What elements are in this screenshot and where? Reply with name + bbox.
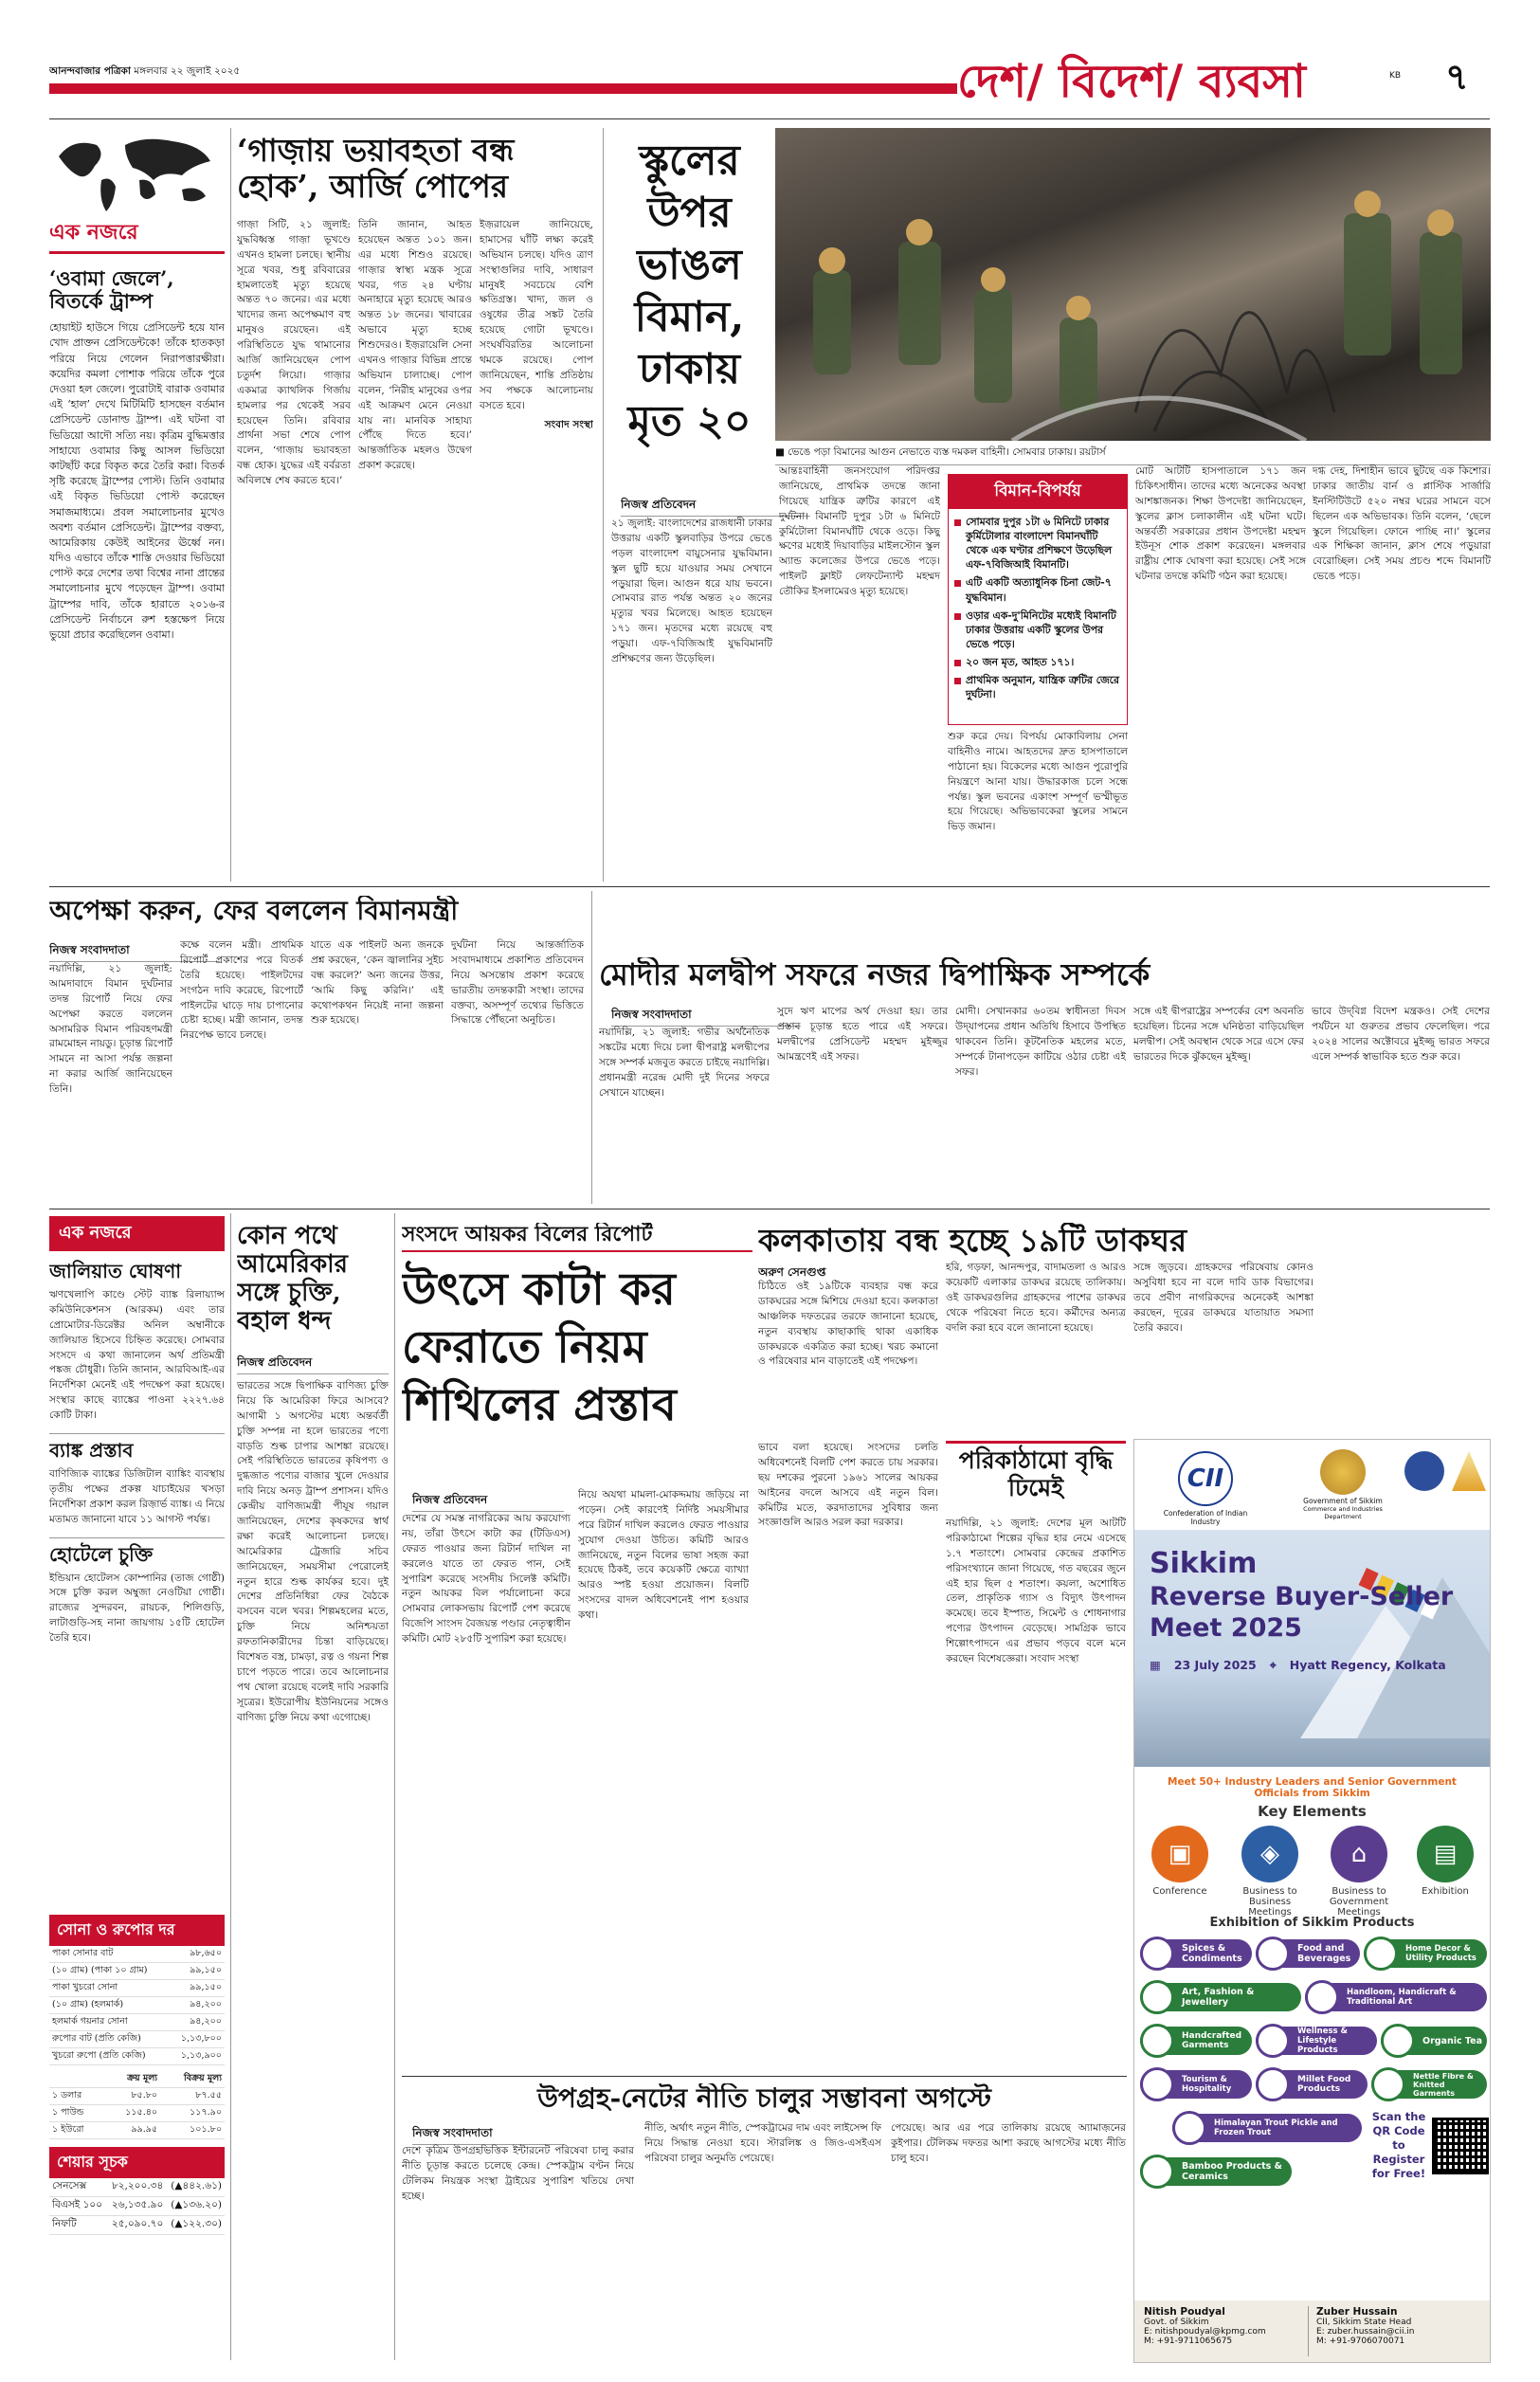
key-b2g: ⌂ Business to Government Meetings (1316, 1826, 1402, 1918)
rate-row: পাকা খুচরো সোনা ৯৯,১৫০ (49, 1980, 225, 1997)
ek-nojore-label: এক নজরে (49, 222, 225, 254)
biman-item: ২০ জন মৃত, আহত ১৭১। (954, 655, 1121, 669)
pope-col2: তিনি জানান, আহত হয়েছেন অন্তত ১০১ জন। এর মধ্যে শিশুও রয়েছে। গাজ়ার স্বাস্থ্য মন্ত্রক সূত্রে খবর, গত ২৪ ঘণ্টায় অনাহারে মৃত্যু হয়েছে আরও অন্তত ১৮ জনের। খাবারের অভাবে মৃত্যু হচ্ছে শিশুদেরও। ইজ়রায়েলি সেনা এখনও গাজ়ার বিভিন্ন প্রান্তে অভিযান চালাচ্ছে। পোপ বলেন, ‘নিরীহ মানুষের ওপর এই আক্রমণ মেনে নেওয়া যায় না। মানবিক সাহায্য পৌঁছে দিতে হবে।’ আন্তর্জাতিক মহলও উদ্বেগ প্রকাশ করেছে। (358, 219, 472, 472)
ad-contacts (1134, 2300, 1490, 2362)
rate-row: (১০ গ্রাম) (পাকা ১০ গ্রাম) ৯৯,১৫০ (49, 1963, 225, 1980)
plane-byline: নিজস্ব প্রতিবেদন (621, 497, 810, 517)
biman-box (948, 474, 1128, 725)
section-small: KB (1389, 71, 1402, 81)
ad-products-title: Exhibition of Sikkim Products (1209, 1916, 1415, 1930)
meeting-icon: ◈ (1241, 1826, 1298, 1882)
product-chip: ▥ Handloom, Handicraft & Traditional Art (1305, 1983, 1487, 2011)
plane-col1: ২১ জুলাই: বাংলাদেশের রাজধানী ঢাকার উত্তরায় একটি স্কুলবাড়ির উপরে ভেঙে পড়ল বাংলাদেশ বায়ুসেনার যুদ্ধবিমান। স্কুল ছুটি হয়ে যাওয়ার সময় সেখানে পড়ুয়ারা ছিল। আগুন ধরে যায় ভবনে। সোমবার রাত পর্যন্ত অন্তত ২০ জনের মৃত্যুর খবর মিলেছে। আহত হয়েছেন ১৭১ জন। মৃতদের মধ্যে রয়েছে বহু পড়ুয়া। এফ-৭বিজিআই যুদ্ধবিমানটি প্রশিক্ষণের জন্য উড়েছিল। (611, 518, 772, 665)
pope-col3: ইজ়রায়েল জানিয়েছে, হামাসের ঘাঁটি লক্ষ্য করেই অভিযান চলছে। যদিও ত্রাণ সংস্থাগুলির দাবি, সাধারণ মানুষই সবচেয়ে বেশি ক্ষতিগ্রস্ত। খাদ্য, জল ও ওষুধের তীব্র সঙ্কট তৈরি হয়েছে গোটা ভূখণ্ডে। সংঘর্ষবিরতির আলোচনা থমকে রয়েছে। পোপ জানিয়েছেন, শান্তি প্রতিষ্ঠায় সব পক্ষকে আলোচনায় বসতে হবে। সংবাদ সংস্থা (480, 218, 593, 882)
garment-icon: ◮ (1140, 2024, 1174, 2058)
jewellery-icon: ◆ (1140, 1980, 1174, 2014)
product-chip: ▯ Bamboo Products & Ceramics (1140, 2157, 1292, 2186)
share-row: নিফটি ২৫,০৯০.৭০ (▲১২২.৩০) (49, 2216, 225, 2235)
tax-byline: নিজস্ব প্রতিবেদন (412, 1492, 564, 1512)
trout-icon: ◭ (1172, 2111, 1206, 2145)
calendar-icon: ▦ (1150, 1658, 1161, 1673)
bamboo-icon: ▯ (1140, 2155, 1174, 2189)
tea-icon: ☕ (1381, 2024, 1415, 2058)
rates-title: সোনা ও রুপোর দর (49, 1915, 225, 1946)
food-icon: ♨ (1256, 1937, 1290, 1971)
millet-icon: ❦ (1256, 2067, 1290, 2101)
contact-1: Nitish Poudyal Govt. of Sikkim E: nitishpoudyal@kpmg.com M: +91-9711065675 (1144, 2306, 1309, 2356)
ek-nojore-block (49, 128, 225, 882)
product-chip: ❦ Millet Food Products (1256, 2070, 1368, 2099)
satellite-col3: পেয়েছে। আর এর পরে তালিকায় রয়েছে অ্যামাজ়নের কুইপার। টেলিকম দফতর আশা করছে আগস্টের মধ্যে নীতি চালু হবে। (891, 2122, 1126, 2164)
mountain-icon (1452, 1451, 1486, 1491)
modi-col1: নয়াদিল্লি, ২১ জুলাই: গভীর অর্থনৈতিক সঙ্কটের মধ্যে দিয়ে চলা দ্বীপরাষ্ট্র মলদ্বীপের সঙ্গে সম্পর্ক মজবুত করতে চাইছে নয়াদিল্লি। প্রধানমন্ত্রী নরেন্দ্র মোদী দুই দিনের সফরে সেখানে যাচ্ছেন। (599, 1027, 770, 1099)
brief-3 (49, 1537, 225, 1646)
pope-credit: সংবাদ সংস্থা (544, 418, 593, 430)
satellite-col1: দেশে কৃত্রিম উপগ্রহভিত্তিক ইন্টারনেট পরিষেবা চালু করার নীতি চূড়ান্ত করতে চলেছে কেন্দ্র। স্পেকট্রাম বণ্টন নিয়ে টেলিকম নিয়ন্ত্রক সংস্থা ট্রাইয়ের সুপারিশ খতিয়ে দেখা হচ্ছে। (402, 2145, 634, 2202)
infra-body: নয়াদিল্লি, ২১ জুলাই: দেশের মূল আটটি পরিকাঠামো শিল্পের বৃদ্ধির হার নেমে এসেছে ১.৭ শতাংশে। সোমবার কেন্দ্রের প্রকাশিত পরিসংখ্যানে জানা গিয়েছে, গত বছরের জুনে এই হার ছিল ৫ শতাংশ। কয়লা, অশোধিত তেল, প্রাকৃতিক গ্যাস ও বিদ্যুৎ উৎপাদন কমেছে। তবে ইস্পাত, সিমেন্ট ও শোধনাগার পণ্যের উৎপাদন বেড়েছে। সামগ্রিক ভাবে শিল্পোৎপাদনে এর প্রভাব পড়বে বলে মনে করছেন বিশেষজ্ঞেরা। সংবাদ সংস্থা (946, 1518, 1126, 1665)
ad-date-venue: ▦ 23 July 2025 ⌖ Hyatt Regency, Kolkata (1150, 1658, 1446, 1673)
key-exhibition: ▤ Exhibition (1407, 1826, 1483, 1897)
modi-col3: মোদী। সেখানকার ৬০তম স্বাধীনতা দিবস উদ্‌যাপনের প্রধান অতিথি হিসাবে উপস্থিত থাকবেন তিনি। কূটনৈতিক মহলের মতে, সম্পর্কে টানাপড়েন কাটিয়ে ওঠার চেষ্টা এই সফর। (955, 1006, 1126, 1078)
rate-row: হলমার্ক গয়নার সোনা ৯৪,২০০ (49, 2014, 225, 2031)
currency-table (49, 2071, 225, 2139)
rate-row: (১০ গ্রাম) (হলমার্ক) ৯৪,২০০ (49, 1997, 225, 2014)
product-chip: ♨ Food and Beverages (1256, 1939, 1360, 1968)
rates-table (49, 1946, 225, 2065)
apekkha-col4: দুর্ঘটনা নিয়ে আন্তর্জাতিক সংবাদমাধ্যমে প্রকাশিত প্রতিবেদন নিয়ে অসন্তোষ প্রকাশ করেছে ভারতীয় তদন্তকারী সংস্থা। তাদের বক্তব্য, অসম্পূর্ণ তথ্যের ভিত্তিতে সিদ্ধান্তে পৌঁছনো অনুচিত। (451, 939, 584, 1027)
ad-title-1: Sikkim (1150, 1547, 1258, 1580)
gov-emblem-icon: Government of Sikkim Commerce and Industries Department (1291, 1449, 1395, 1520)
brief-body: ঋণখেলাপি কাণ্ডে স্টেট ব্যাঙ্ক রিলায়্যান্স কমিউনিকেশনস (আরকম) এবং তার প্রোমোটার-ডিরেক্টর অনিল অম্বানীকে জালিয়াত হিসেবে চিহ্নিত করেছে। সোমবার সংসদে এ কথা জানালেন অর্থ প্রতিমন্ত্রী পঙ্কজ চৌধুরী। তিনি জানান, আরবিআই-এর নির্দেশিকা মেনেই এই পদক্ষেপ করা হয়েছে। সংস্থার কাছে ব্যাঙ্কের পাওনা ২২২৭.৬৪ কোটি টাকা। (49, 1289, 225, 1422)
america-headline: কোন পথে আমেরিকার সঙ্গে চুক্তি, বহাল ধন্দ (237, 1223, 348, 1336)
america-byline: নিজস্ব প্রতিবেদন (237, 1355, 389, 1374)
government-icon: ⌂ (1331, 1826, 1387, 1882)
pope-col1: গাজ়া সিটি, ২১ জুলাই: যুদ্ধবিধ্বস্ত গাজ়া ভূখণ্ডে এখনও হামলা চলছে। স্থানীয় সূত্রে খবর, শুধু রবিবারের হামলাতেই মৃত্যু হয়েছে অন্তত ৭০ জনের। এর মধ্যে খাদ্যের জন্য অপেক্ষমাণ বহু মানুষও রয়েছেন। এই পরিস্থিতিতে যুদ্ধ থামানোর আর্জি জানিয়েছেন পোপ চতুর্দশ লিয়ো। গাজ়ার একমাত্র ক্যাথলিক গির্জায় হামলার পর থেকেই সরব হয়েছেন তিনি। রবিবার প্রার্থনা সভা শেষে পোপ বলেন, ‘গাজ়ায় ভয়াবহতা বন্ধ হোক। যুদ্ধের এই বর্বরতা অবিলম্বে শেষ করতে হবে।’ (237, 219, 351, 487)
brief-2 (49, 1433, 225, 1528)
biman-title: বিমান-বিপর্যয় (949, 475, 1127, 509)
rates-box (49, 1915, 225, 2360)
biman-item: ওড়ার এক-দু'মিনিটের মধ্যেই বিমানটি ঢাকার উত্তরায় একটি স্কুলের উপর ভেঙে পড়ে। (954, 609, 1121, 651)
nettle-icon: ✾ (1371, 2067, 1405, 2101)
modi-col5: ভাবে উদ্‌বিগ্ন বিদেশ মন্ত্রকও। সেই দেশের পর্যটনে যা গুরুতর প্রভাব ফেলেছিল। পরে ২০২৪ সালের অক্টোবরে মুইজ্জু ভারত সফরে এলে সম্পর্ক স্বাভাবিক হতে শুরু করে। (1312, 1006, 1490, 1063)
plane-col5: দগ্ধ দেহ, দিশাহীন ভাবে ছুটছে এক কিশোর। ঢাকার জাতীয় বার্ন ও প্লাস্টিক সার্জারি ইনস্টিটিউটে ৫২০ নম্বর ঘরের সামনে বসে ছিলেন এক অভিভাবক। তিনি বলেন, ‘ছেলে স্কুলে গিয়েছিল। ফোনে পাচ্ছি না।’ স্কুলের এক শিক্ষিকা জানান, ক্লাস শেষে পড়ুয়ারা বেরোচ্ছিল। সেই সময় প্রচণ্ড শব্দে বিমানটি ভেঙে পড়ে। (1313, 465, 1491, 583)
wellness-icon: ✿ (1256, 2024, 1290, 2058)
brief-body: বাণিজ্যিক ব্যাঙ্কের ডিজিটাল ব্যাঙ্কিং ব্যবস্থায় তৃতীয় পক্ষের প্রকল্প যাচাইয়ের খসড়া নির্দেশিকা প্রকাশ করল রিজ়ার্ভ ব্যাঙ্ক। এ নিয়ে মতামত জানানো যাবে ১১ আগস্ট পর্যন্ত। (49, 1468, 225, 1525)
contact-2: Zuber Hussain CII, Sikkim State Head E: zuber.hussain@cii.in M: +91-9706070071 (1316, 2306, 1415, 2346)
plane-headline: স্কুলের উপর ভাঙল বিমান, ঢাকায় মৃত ২০ (627, 136, 752, 445)
brief-body: ইন্ডিয়ান হোটেলস কোম্পানির (তাজ গোষ্ঠী) সঙ্গে চুক্তি করল অম্বুজা নেওটিয়া গোষ্ঠী। রাজ্যের সুন্দরবন, রায়চক, শিলিগুড়ি, লাটাগুড়ি-সহ নানা জায়গায় ১৫টি হোটেল তৈরি হবে। (49, 1572, 225, 1645)
tax-headline: উৎসে কাটা কর ফেরাতে নিয়ম শিথিলের প্রস্তাব (402, 1264, 677, 1432)
tourism-icon: ✈ (1140, 2067, 1174, 2101)
biman-item: প্রাথমিক অনুমান, যান্ত্রিক ত্রুটির জেরে দুর্ঘটনা। (954, 673, 1121, 701)
tax-kicker: সংসদে আয়কর বিলের রিপোর্ট (402, 1223, 752, 1252)
spices-icon: ❀ (1140, 1937, 1174, 1971)
exhibition-icon: ▤ (1417, 1826, 1474, 1882)
post-col1: চিঠিতে ওই ১৯টিকে ব্যবহার বন্ধ করে ডাকঘরের সঙ্গে মিশিয়ে দেওয়া হবে। কলকাতা আঞ্চলিক দফতরের তরফে জানানো হয়েছে, নতুন ব্যবস্থায় কাছাকাছি থাকা একাধিক ডাকঘরকে একত্রিত করা হচ্ছে। খরচ কমানো ও পরিষেবার মান বাড়াতেই এই পদক্ষেপ। (758, 1281, 938, 1368)
tax-col1: দেশের যে সমস্ত নাগরিকের আয় করযোগ্য নয়, তাঁরা উৎসে কাটা কর (টিডিএস) ফেরত পাওয়ার জন্য রিটার্ন দাখিল না করলেও যাতে তা ফেরত পান, সেই সুপারিশ করেছে সংসদীয় সিলেক্ট কমিটি। নতুন আয়কর বিল পর্যালোচনা করে সোমবার লোকসভায় রিপোর্ট পেশ করেছে বিজেপি সাংসদ বৈজয়ন্ত পণ্ডার নেতৃত্বাধীন কমিটি। মোট ২৮৫টি সুপারিশ করা হয়েছে। (402, 1513, 571, 1646)
home-decor-icon: ⌂ (1364, 1937, 1398, 1971)
issue-date: মঙ্গলবার ২২ জুলাই ২০২৫ (134, 65, 241, 77)
pope-headline: ‘গাজ়ায় ভয়াবহতা বন্ধ হোক’, আর্জি পোপের (237, 133, 515, 205)
product-chip: ◆ Art, Fashion & Jewellery (1140, 1983, 1301, 2011)
masthead-underline (49, 118, 1490, 119)
masthead-paper-date (49, 64, 428, 81)
product-chip: ☕ Organic Tea (1381, 2027, 1487, 2055)
tax-col2: নিয়ে অযথা মামলা-মোকদ্দমায় জড়িয়ে না পড়েন। সেই কারণেই নির্দিষ্ট সময়সীমার পরে রিটার্ন দাখিল করলেও ফেরত পাওয়ার সুযোগ দেওয়া উচিত। কমিটি আরও জানিয়েছে, নতুন বিলের ভাষা সহজ করা হয়েছে ঠিকই, তবে কয়েকটি ক্ষেত্রে ব্যাখ্যা আরও স্পষ্ট হওয়া প্রয়োজন। বিলটি সংসদের বাদল অধিবেশনেই পাশ হওয়ার কথা। (578, 1489, 749, 1622)
share-title: শেয়ার সূচক (49, 2147, 225, 2178)
section-title: দেশ/ বিদেশ/ ব্যবসা (957, 55, 1306, 108)
modi-byline: নিজস্ব সংবাদদাতা (611, 1007, 801, 1027)
apekkha-col1: নয়াদিল্লি, ২১ জুলাই: আমদাবাদে বিমান দুর্ঘটনার তদন্ত রিপোর্ট নিয়ে ফের অপেক্ষা করতে বললেন অসামরিক বিমান পরিবহণমন্ত্রী রামমোহন নায়ডু। চূড়ান্ত রিপোর্ট সামনে না আসা পর্যন্ত জল্পনা না করার আর্জি জানিয়েছেন তিনি। (49, 963, 172, 1096)
plane-col3: শুরু করে দেয়। বিপর্যয় মোকাবিলায় সেনা বাহিনীও নামে। আহতদের দ্রুত হাসপাতালে পাঠানো হয়। বিকেলের মধ্যে আগুন পুরোপুরি নিয়ন্ত্রণে আনা যায়। উদ্ধারকাজ চলে সন্ধে পর্যন্ত। স্কুল ভবনের একাংশ সম্পূর্ণ ভস্মীভূত হয়ে গিয়েছে। অভিভাবকেরা স্কুলের সামনে ভিড় জমান। (948, 731, 1128, 833)
ek-nojore-2-label: এক নজরে (49, 1216, 225, 1251)
post-byline: অরুণ সেনগুপ্ত (758, 1265, 826, 1279)
rate-row: পাকা সোনার বাট ৯৮,৬৫০ (49, 1946, 225, 1963)
product-chip: ✈ Tourism & Hospitality (1140, 2070, 1252, 2099)
currency-row: ১ ডলার ৮৫.৮০ ৮৭.৫৫ (49, 2088, 225, 2105)
brief-1 (49, 1261, 225, 1424)
brief-title: ব্যাঙ্ক প্রস্তাব (49, 1439, 134, 1463)
paper-name: আনন্দবাজার পত্রিকা (49, 65, 131, 77)
brief-title: জালিয়াত ঘোষণা (49, 1260, 182, 1282)
handloom-icon: ▥ (1305, 1980, 1339, 2014)
satellite-byline: নিজস্ব সংবাদদাতা (412, 2125, 564, 2145)
cii-logo: CII Confederation of Indian Industry (1149, 1451, 1262, 1526)
currency-row: ১ পাউন্ড ১১৫.৪০ ১১৭.৯০ (49, 2105, 225, 2122)
modi-col4: সঙ্গে এই দ্বীপরাষ্ট্রের সম্পর্কের বেশ অবনতি হয়েছিল। চিনের সঙ্গে ঘনিষ্ঠতা বাড়িয়েছিল মলদ্বীপ। সেই অবস্থান থেকে সরে এসে ফের ভারতের দিকে ঝুঁকছেন মুইজ্জু। (1133, 1006, 1304, 1063)
plane-col4: মোট আটটি হাসপাতালে ১৭১ জন চিকিৎসাধীন। তাদের মধ্যে অনেকের অবস্থা আশঙ্কাজনক। শিক্ষা উপদেষ্টা জানিয়েছেন, স্কুলের ক্লাস চলাকালীন এই ঘটনা ঘটে। অন্তর্বর্তী সরকারের প্রধান উপদেষ্টা মহম্মদ ইউনূস শোক প্রকাশ করেছেন। মঙ্গলবার রাষ্ট্রীয় শোক ঘোষণা করা হয়েছে। সেই সঙ্গে ঘটনার তদন্তে কমিটি গঠন করা হয়েছে। (1135, 465, 1306, 583)
plane-col2: আন্তঃবাহিনী জনসংযোগ পরিদপ্তর জানিয়েছে, প্রাথমিক তদন্তে জানা গিয়েছে যান্ত্রিক ত্রুটির কারণে এই দুর্ঘটনা। বিমানটি দুপুর ১টা ৬ মিনিটে কুর্মিটোলা বিমানঘাঁটি থেকে ওড়ে। কিছু ক্ষণের মধ্যেই দিয়াবাড়ির মাইলস্টোন স্কুল অ্যান্ড কলেজের উপরে ভেঙে পড়ে। পাইলট ফ্লাইট লেফটেন্যান্ট মহম্মদ তৌকির ইসলামেরও মৃত্যু হয়েছে। (779, 465, 940, 598)
post-col2: হরি, গড়ফা, আনন্দপুর, বাদামতলা ও আরও কয়েকটি এলাকার ডাকঘর রয়েছে তালিকায়। ওই ডাকঘরগুলির গ্রাহকদের পাশের ডাকঘর থেকে পরিষেবা নিতে হবে। কর্মীদের অন্যত্র বদলি করা হবে বলে জানানো হয়েছে। (946, 1262, 1126, 1334)
share-table (49, 2178, 225, 2235)
ek-nojore-body: হোয়াইট হাউসে গিয়ে প্রেসিডেন্ট হয়ে যান খোদ প্রাক্তন প্রেসিডেন্টকে! তাঁকে হাতকড়া পরিয়ে নিয়ে গেলেন নিরাপত্তারক্ষীরা। কয়েদির কমলা পোশাক পরিয়ে তাঁকে পুরে দেওয়া হল জেলে। পুরোটাই বারাক ওবামার এই ‘হাল’ দেখে মিটিমিটি হাসছেন বর্তমান প্রেসিডেন্ট ডোনাল্ড ট্রাম্প। এই ঘটনা বা ভিডিয়ো আদৌ সত্যি নয়। কৃত্রিম বুদ্ধিমত্তার সাহায্যে ওবামার কিছু আসল ভিডিয়ো কাটছাঁট করে বিকৃত করে তৈরি করা। বিতর্ক সৃষ্টি করেছে ট্রাম্পের পোস্ট। তিনি ওবামার এই বিকৃত ভিডিয়ো পোস্ট করেছেন সমাজমাধ্যমে। প্রবল সমালোচনার মুখেও অবশ্য বর্তমান প্রেসিডেন্ট। ট্রাম্পের বক্তব্য, আমেরিকায় কেউই আইনের ঊর্ধ্বে নন। যদিও এভাবে তাঁকে শাস্তি দেওয়ার ভিডিয়ো পোস্ট করে দেশের তথা বিশ্বের নানা প্রান্তের সমালোচনার মুখে পড়েছেন ট্রাম্প। ওবামা ট্রাম্পের দাবি, তাঁকে হারাতে ২০১৬-র প্রেসিডেন্ট নির্বাচনে রুশ হস্তক্ষেপ নিয়ে ভুয়ো প্রচার করেছিলেন ওবামা। (49, 321, 225, 642)
product-chip: ✿ Wellness & Lifestyle Products (1256, 2027, 1377, 2055)
satellite-headline: উপগ্রহ-নেটের নীতি চালুর সম্ভাবনা অগস্টে (537, 2083, 991, 2114)
ad-title-2: Reverse Buyer-Seller (1150, 1582, 1454, 1611)
key-b2b: ◈ Business to Business Meetings (1227, 1826, 1313, 1918)
modi-col2: সুদে ঋণ মাপের অর্থ দেওয়া হয়। তার প্রস্তাব চূড়ান্ত হতে পারে এই সফরে। মলদ্বীপের প্রেসিডেন্ট মহম্মদ মুইজ্জুর আমন্ত্রণেই এই সফর। (777, 1006, 948, 1063)
biman-item: সোমবার দুপুর ১টা ৬ মিনিটে ঢাকার কুর্মিটোলার বাংলাদেশ বিমানঘাঁটি থেকে এক ঘণ্টার প্রশিক্ষণে উড়েছিল এফ-৭বিজিআই বিমানটি। (954, 515, 1121, 572)
ad-key-title: Key Elements (1258, 1803, 1367, 1820)
world-map-icon (49, 128, 220, 218)
ad-banner (1134, 1530, 1490, 1767)
sikkim-advert (1133, 1439, 1491, 2363)
modi-headline: মোদীর মলদ্বীপ সফরে নজর দ্বিপাক্ষিক সম্পর্কে (599, 957, 1150, 992)
qr-block: Scan the QR Code to Register for Free! (1369, 2110, 1489, 2224)
key-conference: ▣ Conference (1142, 1826, 1218, 1897)
apekkha-col2: কক্ষে বলেন মন্ত্রী। প্রাথমিক রিপোর্ট প্রকাশের পরে বিতর্ক তৈরি হয়েছে। পাইলটদের সংগঠন দাবি করেছে, রিপোর্টে পাইলটের ঘাড়ে দায় চাপানোর চেষ্টা হচ্ছে। মন্ত্রী জানান, তদন্ত নিরপেক্ষ ভাবে চলছে। (180, 939, 303, 1042)
biman-item: এটি একটি অত্যাধুনিক চিনা জেট-৭ যুদ্ধবিমান। (954, 575, 1121, 604)
post-col3: সঙ্গে জুড়বে। গ্রাহকদের পরিষেবায় কোনও অসুবিধা হবে না বলে দাবি ডাক বিভাগের। তবে প্রবীণ নাগরিকদের অনেকেই আশঙ্কা করছেন, দূরের ডাকঘরে যাতায়াত সমস্যা তৈরি করবে। (1133, 1262, 1314, 1334)
ek-nojore-headline: ‘ওবামা জেলে’, বিতর্কে ট্রাম্প (49, 266, 174, 314)
qr-code-icon[interactable] (1432, 2118, 1489, 2174)
share-row: বিএসই ১০০ ২৬,১৩৫.৯০ (▲১৩৬.২০) (49, 2197, 225, 2216)
satellite-col2: নীতি, অর্থাৎ নতুন নীতি, স্পেকট্রামের দাম এবং লাইসেন্স ফি নিয়ে সিদ্ধান্ত নেওয়া হবে। স্টারলিঙ্ক ও জিও-এসইএস পরিষেবা চালুর অনুমতি পেয়েছে। (644, 2122, 881, 2164)
rate-row: খুচরো রুপো (প্রতি কেজি) ১,১৩,৯০০ (49, 2048, 225, 2065)
product-chip: ✾ Nettle Fibre & Knitted Garments (1371, 2070, 1487, 2099)
rate-row: রুপোর বাট (প্রতি কেজি) ১,১৩,৮০০ (49, 2031, 225, 2048)
fire-rescue-photo-icon (775, 128, 1491, 441)
post-headline: কলকাতায় বন্ধ হচ্ছে ১৯টি ডাকঘর (758, 1223, 1187, 1259)
product-chip: ◮ Handcrafted Garments (1140, 2027, 1252, 2055)
share-row: সেনসেক্স ৮২,২০০.৩৪ (▲৪৪২.৬১) (49, 2178, 225, 2197)
seal-icon (1404, 1451, 1444, 1491)
masthead-rule (49, 83, 957, 94)
apekkha-byline: নিজস্ব সংবাদদাতা (49, 942, 220, 962)
product-chip: ❀ Spices & Condiments (1140, 1939, 1252, 1968)
apekkha-col3: যাতে এক পাইলট অন্য জনকে প্রশ্ন করছেন, ‘কেন জ্বালানির সুইচ বন্ধ করলে?’ অন্য জনের উত্তর, ‘আমি কিছু করিনি।’ এই কথোপকথন নিয়েই নানা জল্পনা শুরু হয়েছে। (311, 939, 444, 1027)
tax-col3: ভাবে বলা হয়েছে। সংসদের চলতি অধিবেশনেই বিলটি পেশ করতে চায় সরকার। ছয় দশকের পুরনো ১৯৬১ সালের আয়কর আইনের বদলে আসবে এই নতুন বিল। কমিটির মতে, করদাতাদের সুবিধার জন্য সংজ্ঞাগুলি আরও সরল করা দরকার। (758, 1442, 938, 1529)
conference-icon: ▣ (1151, 1826, 1208, 1882)
location-icon: ⌖ (1269, 1658, 1277, 1673)
ad-header (1134, 1440, 1490, 1530)
currency-row: ১ ইউরো ৯৯.৯৫ ১০১.৮০ (49, 2122, 225, 2139)
apekkha-headline: অপেক্ষা করুন, ফের বললেন বিমানমন্ত্রী (49, 896, 459, 926)
page-number: ৭ (1445, 55, 1469, 98)
ad-keys (1134, 1820, 1490, 1918)
product-chip: ⌂ Home Decor & Utility Products (1364, 1939, 1487, 1968)
biman-list (954, 515, 1121, 701)
ad-meet-line: Meet 50+ Industry Leaders and Senior Government Officials from Sikkim (1168, 1776, 1457, 1799)
currency-head: ক্রয় মূল্য বিক্রয় মূল্য (49, 2071, 225, 2088)
product-chip: ◭ Himalayan Trout Pickle and Frozen Trout (1172, 2114, 1362, 2142)
plane-caption: ■ ভেঙে পড়া বিমানের আগুন নেভাতে ব্যস্ত দমকল বাহিনী। সোমবার ঢাকায়। রয়টার্স (775, 445, 1491, 465)
plane-photo (775, 128, 1491, 441)
infra-headline: পরিকাঠামো বৃদ্ধি ঢিমেই (946, 1441, 1126, 1502)
ad-title-3: Meet 2025 (1150, 1613, 1302, 1644)
ad-products (1134, 1936, 1490, 2239)
brief-title: হোটেলে চুক্তি (49, 1542, 154, 1566)
america-body: ভারতের সঙ্গে দ্বিপাক্ষিক বাণিজ্য চুক্তি নিয়ে কি আমেরিকা ফিরে আসবে? আগামী ১ অগস্টের মধ্যে অন্তর্বর্তী চুক্তি সম্পন্ন না হলে ভারতের পণ্যে বাড়তি শুল্ক চাপার আশঙ্কা রয়েছে। সেই পরিস্থিতিতে ভারতের কৃষিপণ্য ও দুগ্ধজাত পণ্যের বাজার খুলে দেওয়ার দাবি নিয়ে অনড় ট্রাম্প প্রশাসন। যদিও কেন্দ্রীয় বাণিজ্যমন্ত্রী পীযূষ গয়াল জানিয়েছেন, দেশের কৃষকদের স্বার্থ রক্ষা করেই আলোচনা চলছে। আমেরিকার ট্রেজারি সচিব জানিয়েছেন, সময়সীমা পেরোলেই নতুন হারে শুল্ক কার্যকর হবে। দুই দেশের প্রতিনিধিরা ফের বৈঠকে বসবেন বলে খবর। শিল্পমহলের মতে, চুক্তি নিয়ে অনিশ্চয়তা রফতানিকারীদের চিন্তা বাড়িয়েছে। বিশেষত বস্ত্র, চামড়া, রত্ন ও গয়না শিল্প চাপে পড়তে পারে। তবে আলোচনার পথ খোলা রয়েছে বলেই দাবি সরকারি সূত্রের। ইউরোপীয় ইউনিয়নের সঙ্গেও বাণিজ্য চুক্তি নিয়ে কথা এগোচ্ছে। (237, 1380, 389, 1723)
